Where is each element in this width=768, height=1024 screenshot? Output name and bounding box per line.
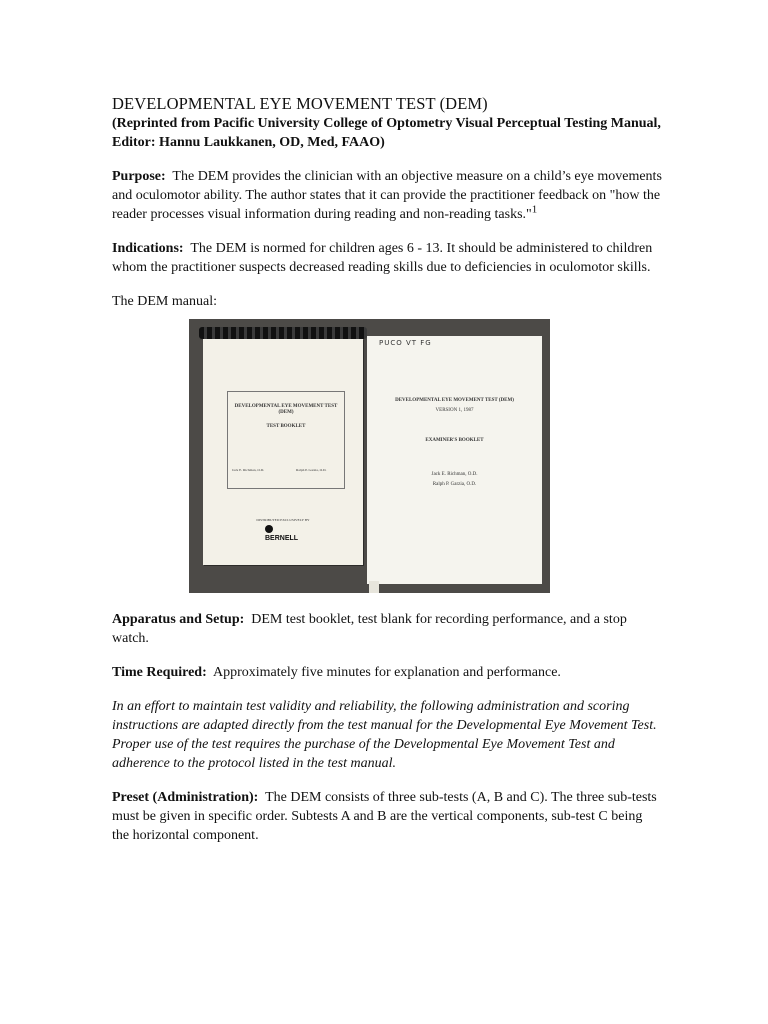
booklet-right-title: DEVELOPMENTAL EYE MOVEMENT TEST (DEM) bbox=[395, 398, 514, 403]
booklet-right-author1: Jack E. Richman, O.D. bbox=[431, 472, 478, 477]
dem-manual-photo bbox=[189, 319, 550, 593]
preset-text: The DEM consists of three sub-tests (A, B and C). The three sub-tests must be given in specific order. Subtests A and B are the vertical components, sub-test C being the horizontal component. bbox=[112, 790, 657, 843]
purpose-paragraph bbox=[112, 167, 662, 224]
time-paragraph bbox=[112, 663, 662, 682]
italic-note: In an effort to maintain test validity and reliability, the following administration and scoring instructions are adapted directly from the test manual for the Developmental Eye Movement Test. Proper use of the test requires the purchase of the Developmental Eye Movement Test and adherence to the protocol listed in the test manual. bbox=[112, 699, 657, 771]
purpose-label: Purpose: bbox=[112, 169, 166, 184]
booklet-right-author2: Ralph P. Garzia, O.D. bbox=[432, 482, 477, 487]
booklet-left-author2: Ralph P. Garzia, O.D. bbox=[296, 468, 327, 472]
apparatus-paragraph bbox=[112, 610, 662, 648]
booklet-left-title: DEVELOPMENTAL EYE MOVEMENT TEST (DEM) bbox=[234, 404, 338, 415]
time-text: Approximately five minutes for explanation and performance. bbox=[213, 665, 561, 680]
spiral-binding bbox=[199, 327, 367, 339]
preset-label: Preset (Administration): bbox=[112, 790, 259, 805]
document-subtitle: (Reprinted from Pacific University College of Optometry Visual Perceptual Testing Manual, Editor: Hannu Laukkanen, OD, Med, FAAO) bbox=[112, 116, 661, 150]
apparatus-label: Apparatus and Setup: bbox=[112, 612, 245, 627]
booklet-left-author1: Jack E. Richman, O.D. bbox=[232, 468, 265, 472]
examiners-booklet bbox=[367, 336, 542, 584]
indications-text: The DEM is normed for children ages 6 - 13. It should be administered to children whom the practitioner suspects decreased reading skills due to deficiencies in oculomotor skills. bbox=[112, 241, 653, 275]
apparatus-text: DEM test booklet, test blank for recording performance, and a stop watch. bbox=[112, 612, 627, 646]
time-label: Time Required: bbox=[112, 665, 207, 680]
bernell-logo-icon bbox=[265, 525, 273, 533]
manual-caption: The DEM manual: bbox=[112, 294, 217, 309]
indications-label: Indications: bbox=[112, 241, 184, 256]
handwritten-label: PUCO VT FG bbox=[379, 339, 432, 347]
preset-paragraph bbox=[112, 788, 662, 845]
test-booklet bbox=[203, 339, 363, 565]
bernell-logo: BERNELL bbox=[265, 525, 307, 534]
bookmark-strip bbox=[369, 581, 379, 593]
booklet-right-sub: EXAMINER'S BOOKLET bbox=[425, 438, 484, 443]
footnote-marker: 1 bbox=[531, 203, 538, 216]
booklet-publisher-line: DISTRIBUTED EXCLUSIVELY BY bbox=[256, 518, 310, 522]
booklet-right-version: VERSION 1, 1987 bbox=[435, 408, 474, 413]
document-title: DEVELOPMENTAL EYE MOVEMENT TEST (DEM) bbox=[112, 94, 488, 113]
booklet-left-sub: TEST BOOKLET bbox=[266, 424, 306, 429]
indications-paragraph bbox=[112, 239, 662, 277]
purpose-text: The DEM provides the clinician with an objective measure on a child’s eye movements and oculomotor ability. The author states that it can provide the practitioner feedback on "how the reader processes visual information during reading and non-reading tasks." bbox=[112, 169, 662, 222]
booklet-cover-box bbox=[227, 391, 345, 489]
document-page bbox=[112, 94, 662, 860]
